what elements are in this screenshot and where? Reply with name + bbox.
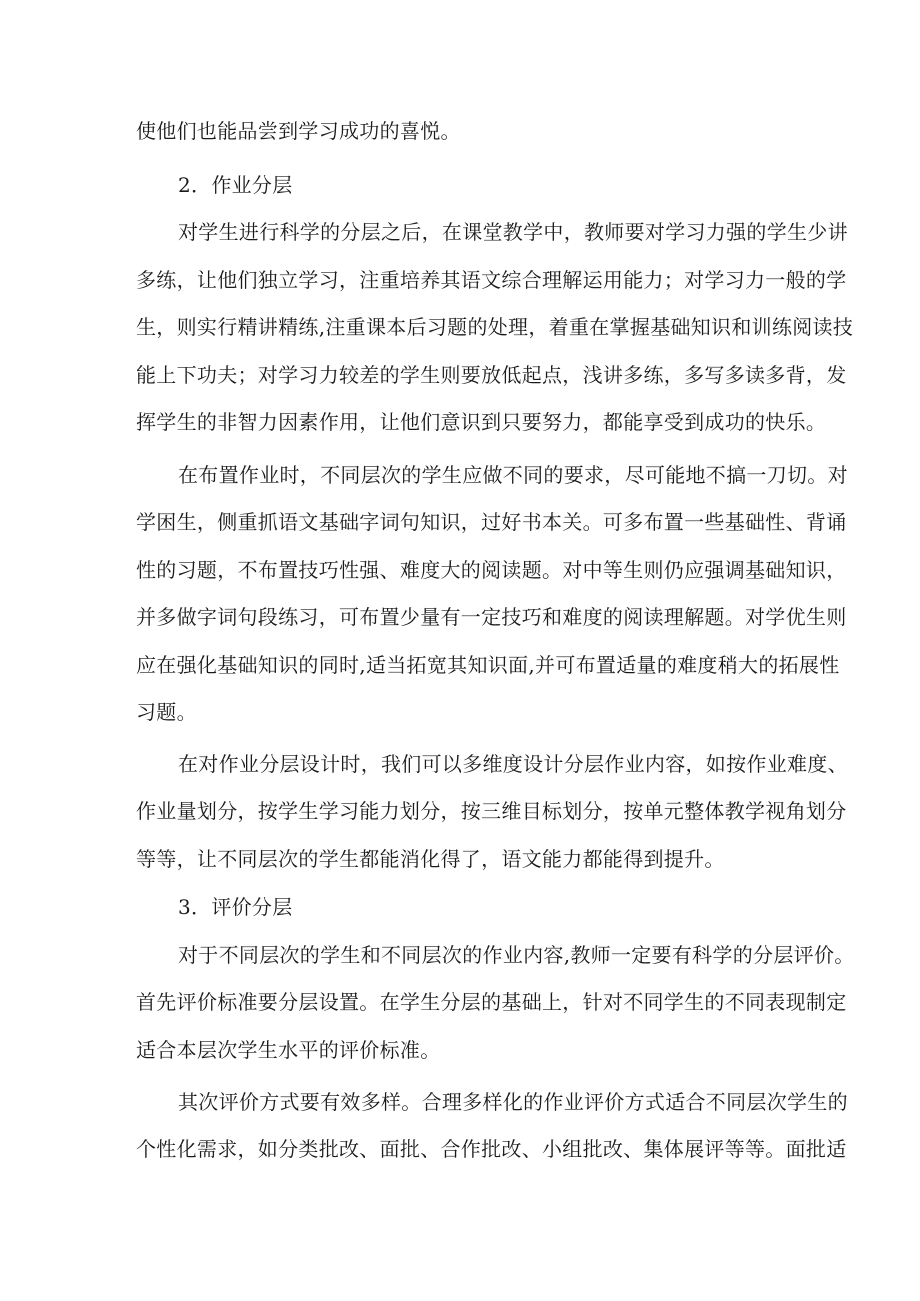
paragraph-line: 并多做字词句段练习，可布置少量有一定技巧和难度的阅读理解题。对学优生则 <box>136 605 847 629</box>
paragraph-line: 对学生进行科学的分层之后，在课堂教学中，教师要对学习力强的学生少讲 <box>178 220 848 244</box>
paragraph-line: 个性化需求，如分类批改、面批、合作批改、小组批改、集体展评等等。面批适 <box>136 1137 847 1161</box>
paragraph-line: 性的习题，不布置技巧性强、难度大的阅读题。对中等生则仍应强调基础知识， <box>136 558 847 582</box>
paragraph-line: 能上下功夫；对学习力较差的学生则要放低起点，浅讲多练，多写多读多背，发 <box>136 363 847 387</box>
paragraph-line: 适合本层次学生水平的评价标准。 <box>136 1038 441 1062</box>
section-heading: 2．作业分层 <box>178 173 293 197</box>
paragraph-line: 作业量划分，按学生学习能力划分，按三维目标划分，按单元整体教学视角划分 <box>136 799 847 823</box>
paragraph-line: 首先评价标准要分层设置。在学生分层的基础上，针对不同学生的不同表现制定 <box>136 990 847 1014</box>
paragraph-line: 生，则实行精讲精练,注重课本后习题的处理，着重在掌握基础知识和训练阅读技 <box>136 315 854 339</box>
paragraph-line: 学困生，侧重抓语文基础字词句知识，过好书本关。可多布置一些基础性、背诵 <box>136 510 847 534</box>
paragraph-line: 等等，让不同层次的学生都能消化得了，语文能力都能得到提升。 <box>136 847 725 871</box>
paragraph-line: 挥学生的非智力因素作用，让他们意识到只要努力，都能享受到成功的快乐。 <box>136 410 827 434</box>
paragraph-line: 应在强化基础知识的同时,适当拓宽其知识面,并可布置适量的难度稍大的拓展性 <box>136 653 840 677</box>
paragraph-line: 在对作业分层设计时，我们可以多维度设计分层作业内容，如按作业难度、 <box>178 752 848 776</box>
paragraph-line: 使他们也能品尝到学习成功的喜悦。 <box>136 119 461 143</box>
paragraph-line: 多练，让他们独立学习，注重培养其语文综合理解运用能力；对学习力一般的学 <box>136 268 847 292</box>
paragraph-line: 对于不同层次的学生和不同层次的作业内容,教师一定要有科学的分层评价。 <box>178 943 855 967</box>
section-heading: 3．评价分层 <box>178 895 293 919</box>
paragraph-line: 其次评价方式要有效多样。合理多样化的作业评价方式适合不同层次学生的 <box>178 1090 848 1114</box>
paragraph-line: 习题。 <box>136 700 197 724</box>
paragraph-line: 在布置作业时，不同层次的学生应做不同的要求，尽可能地不搞一刀切。对 <box>178 463 848 487</box>
